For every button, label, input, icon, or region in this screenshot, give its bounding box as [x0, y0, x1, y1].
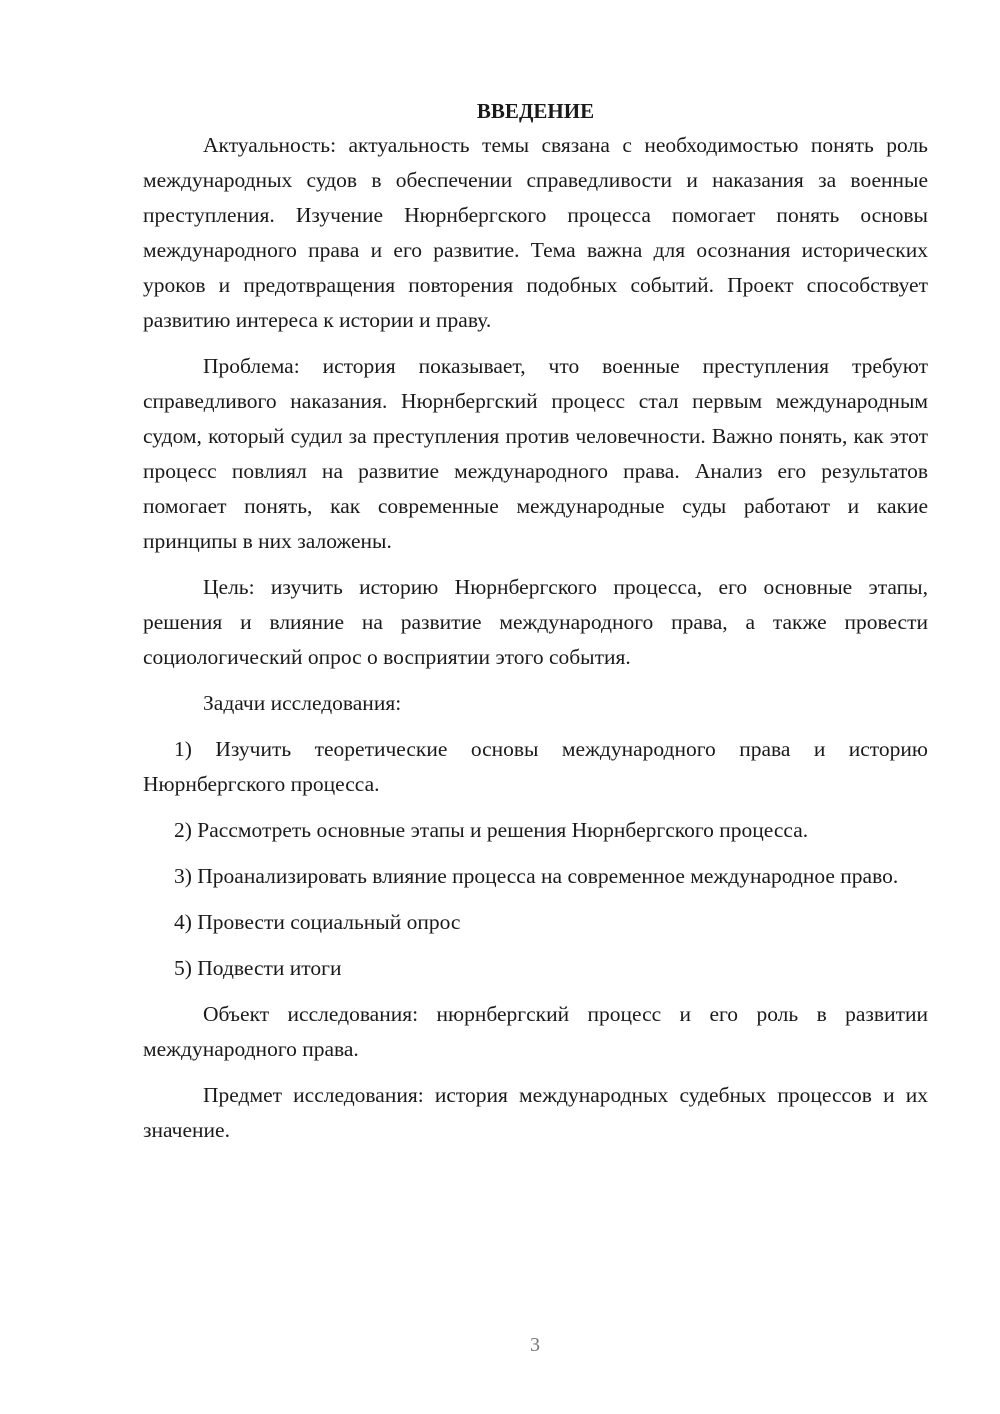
- page-number: 3: [530, 1334, 540, 1356]
- problem-paragraph: Проблема: история показывает, что военные преступления требуют справедливого наказания. Нюрнбергский процесс стал первым международным судом, который судил за преступления против человечности. Важно понять, как этот процесс повлиял на развитие международного права. Анализ его результатов помогает понять, как современные международные суды работают и какие принципы в них заложены.: [143, 354, 928, 553]
- tasks-heading: Задачи исследования:: [203, 691, 402, 715]
- document-page: [143, 96, 928, 1148]
- task-item-1: 1) Изучить теоретические основы международного права и историю Нюрнбергского процесса.: [143, 737, 928, 796]
- goal-paragraph: Цель: изучить историю Нюрнбергского процесса, его основные этапы, решения и влияние на развитие международного права, а также провести социологический опрос о восприятии этого события.: [143, 575, 928, 669]
- task-item-3: 3) Проанализировать влияние процесса на современное международное право.: [174, 864, 899, 888]
- relevance-paragraph: Актуальность: актуальность темы связана с необходимостью понять роль международных судов в обеспечении справедливости и наказания за военные преступления. Изучение Нюрнбергского процесса помогает понять основы международного права и его развитие. Тема важна для осознания исторических уроков и предотвращения повторения подобных событий. Проект способствует развитию интереса к истории и праву.: [143, 133, 928, 332]
- task-item-2: 2) Рассмотреть основные этапы и решения Нюрнбергского процесса.: [174, 818, 809, 842]
- task-item-4: 4) Провести социальный опрос: [174, 910, 461, 934]
- object-paragraph: Объект исследования: нюрнбергский процесс и его роль в развитии международного права.: [143, 1002, 928, 1061]
- page-title: ВВЕДЕНИЕ: [476, 99, 595, 123]
- task-item-5: 5) Подвести итоги: [174, 956, 342, 980]
- subject-paragraph: Предмет исследования: история международных судебных процессов и их значение.: [143, 1083, 928, 1142]
